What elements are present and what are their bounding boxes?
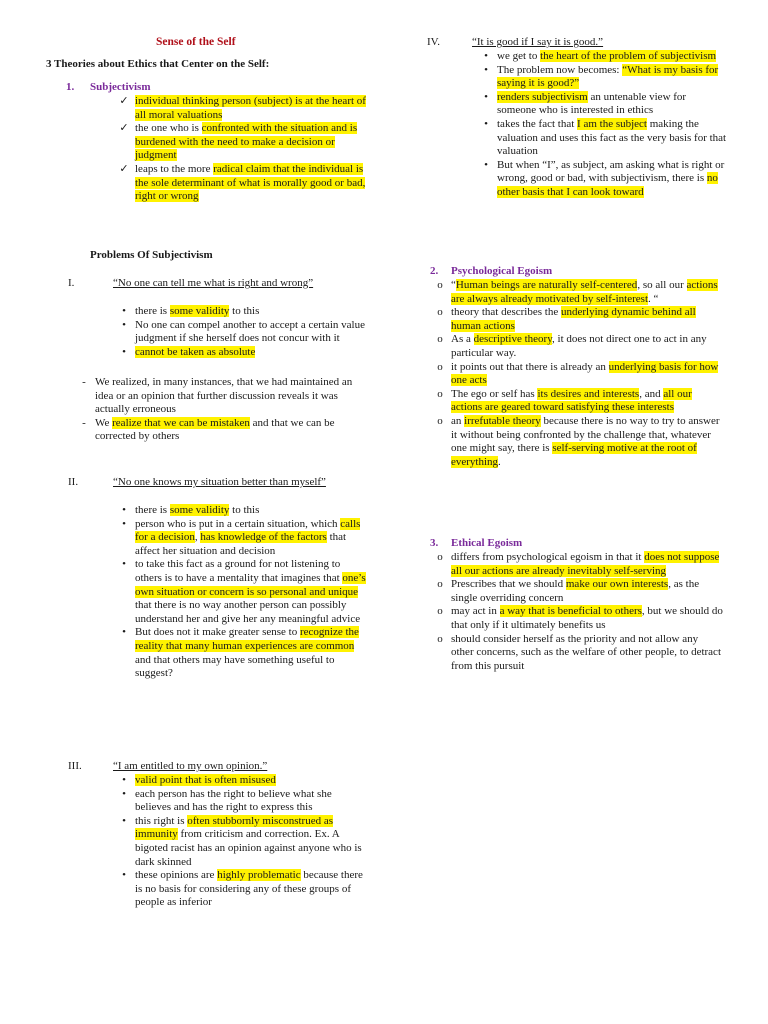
circle-bullet-icon: o: [437, 333, 443, 346]
ethical-list: [437, 551, 723, 673]
subjectivism-heading: Subjectivism: [90, 81, 151, 93]
list-item: • cannot be taken as absolute: [135, 346, 365, 360]
subjectivism-number: 1.: [66, 81, 75, 93]
list-item: ✓ leaps to the more radical claim that the individual is the sole determinant of what is morally good or bad, right or wrong: [135, 163, 367, 204]
bullet-icon: •: [122, 558, 126, 571]
list-item: o theory that describes the underlying dynamic behind all human actions: [451, 306, 723, 333]
list-item: • But does not it make greater sense to recognize the reality that many human experiences are common and that others may have something useful to suggest?: [135, 626, 367, 680]
circle-bullet-icon: o: [437, 279, 443, 291]
roman-numeral: III.: [68, 760, 82, 772]
list-item: • each person has the right to believe what she believes and has the right to express this: [135, 788, 367, 815]
list-item: • The problem now becomes: “What is my basis for saying it is good?”: [497, 64, 727, 91]
list-item: • renders subjectivism an untenable view for someone who is interested in ethics: [497, 91, 727, 118]
circle-bullet-icon: o: [437, 605, 443, 618]
bullet-icon: •: [484, 90, 488, 103]
list-item: o it points out that there is already an underlying basis for how one acts: [451, 361, 723, 388]
list-item: - We realized, in many instances, that we had maintained an idea or an opinion that further discussion reveals it was actually erroneous: [95, 376, 367, 417]
bullet-icon: •: [122, 504, 126, 516]
list-item: o an irrefutable theory because there is no way to try to answer it without being confronted by the challenge that, whatever one might say, there is self-serving motive at the root of everything.: [451, 415, 723, 469]
problem-quote: “No one knows my situation better than myself”: [113, 476, 326, 488]
bullet-icon: •: [122, 814, 126, 827]
bullet-icon: •: [484, 117, 488, 130]
list-item: • this right is often stubbornly misconstrued as immunity from criticism and correction. Ex. A bigoted racist has an opinion against anyone who is dark skinned: [135, 815, 367, 869]
bullet-icon: •: [122, 318, 126, 331]
roman-numeral: II.: [68, 476, 79, 488]
list-item: o As a descriptive theory, it does not direct one to act in any particular way.: [451, 333, 723, 360]
list-item: o differs from psychological egoism in that it does not suppose all our actions are already inevitably self-serving: [451, 551, 723, 578]
circle-bullet-icon: o: [437, 414, 443, 427]
section-heading: 3 Theories about Ethics that Center on the Self:: [46, 58, 270, 70]
psych-number: 2.: [430, 265, 439, 277]
list-item: • person who is put in a certain situation, which calls for a decision, has knowledge of the factors that affect her situation and decision: [135, 518, 367, 559]
problem-bullets: [122, 305, 365, 359]
subjectivism-list: [119, 95, 367, 204]
dash-icon: -: [82, 376, 86, 388]
circle-bullet-icon: o: [437, 306, 443, 319]
list-item: o “Human beings are naturally self-centered, so all our actions are always already motivated by self-interest. “: [451, 279, 723, 306]
circle-bullet-icon: o: [437, 632, 443, 645]
problem-dashes: [82, 376, 367, 444]
problem-bullets: [122, 504, 367, 681]
bullet-icon: •: [484, 50, 488, 62]
check-icon: ✓: [119, 95, 129, 107]
roman-numeral: IV.: [427, 36, 440, 48]
list-item: o may act in a way that is beneficial to others, but we should do that only if it ultimately benefits us: [451, 605, 723, 632]
problem-quote: “It is good if I say it is good.”: [472, 36, 604, 48]
bullet-icon: •: [122, 626, 126, 639]
list-item: o should consider herself as the priority and not allow any other concerns, such as the welfare of other people, to detract from this pursuit: [451, 633, 723, 674]
problem-bullets: [122, 774, 367, 910]
list-item: • there is some validity to this: [135, 504, 367, 518]
list-item: • these opinions are highly problematic because there is no basis for considering any of these groups of people as inferior: [135, 869, 367, 910]
bullet-icon: •: [122, 774, 126, 786]
bullet-icon: •: [122, 869, 126, 882]
ethical-number: 3.: [430, 537, 439, 549]
problem-bullets: [484, 50, 727, 200]
problems-heading: Problems Of Subjectivism: [90, 249, 213, 261]
psych-list: [437, 279, 723, 469]
list-item: - We realize that we can be mistaken and that we can be corrected by others: [95, 417, 367, 444]
psych-heading: Psychological Egoism: [451, 265, 553, 277]
bullet-icon: •: [484, 63, 488, 76]
list-item: • No one can compel another to accept a certain value judgment if she herself does not concur with it: [135, 319, 365, 346]
circle-bullet-icon: o: [437, 578, 443, 591]
list-item: • we get to the heart of the problem of subjectivism: [497, 50, 727, 64]
bullet-icon: •: [484, 158, 488, 171]
bullet-icon: •: [122, 787, 126, 800]
roman-numeral: I.: [68, 277, 75, 289]
problem-quote: “I am entitled to my own opinion.”: [113, 760, 268, 772]
list-item: • valid point that is often misused: [135, 774, 367, 788]
problem-quote: “No one can tell me what is right and wrong”: [113, 277, 314, 289]
list-item: o The ego or self has its desires and interests, and all our actions are geared toward satisfying these interests: [451, 388, 723, 415]
bullet-icon: •: [122, 345, 126, 358]
list-item: ✓ the one who is confronted with the situation and is burdened with the need to make a decision or judgment: [135, 122, 367, 163]
circle-bullet-icon: o: [437, 387, 443, 400]
bullet-icon: •: [122, 305, 126, 317]
circle-bullet-icon: o: [437, 551, 443, 563]
list-item: • But when “I”, as subject, am asking what is right or wrong, good or bad, with subjectivism, there is no other basis that I can look toward: [497, 159, 727, 200]
list-item: • to take this fact as a ground for not listening to others is to have a mentality that imagines that one’s own situation or concern is so personal and unique that there is no way another person can possibly understand her and give her any meaningful advice: [135, 558, 367, 626]
list-item: o Prescribes that we should make our own interests, as the single overriding concern: [451, 578, 723, 605]
check-icon: ✓: [119, 122, 129, 135]
list-item: ✓ individual thinking person (subject) is at the heart of all moral valuations: [135, 95, 367, 122]
circle-bullet-icon: o: [437, 360, 443, 373]
list-item: • there is some validity to this: [135, 305, 365, 319]
ethical-heading: Ethical Egoism: [451, 537, 523, 549]
list-item: • takes the fact that I am the subject making the valuation and uses this fact as the very basis for that valuation: [497, 118, 727, 159]
check-icon: ✓: [119, 162, 129, 175]
page-title: Sense of the Self: [156, 36, 236, 48]
dash-icon: -: [82, 416, 86, 429]
bullet-icon: •: [122, 517, 126, 530]
